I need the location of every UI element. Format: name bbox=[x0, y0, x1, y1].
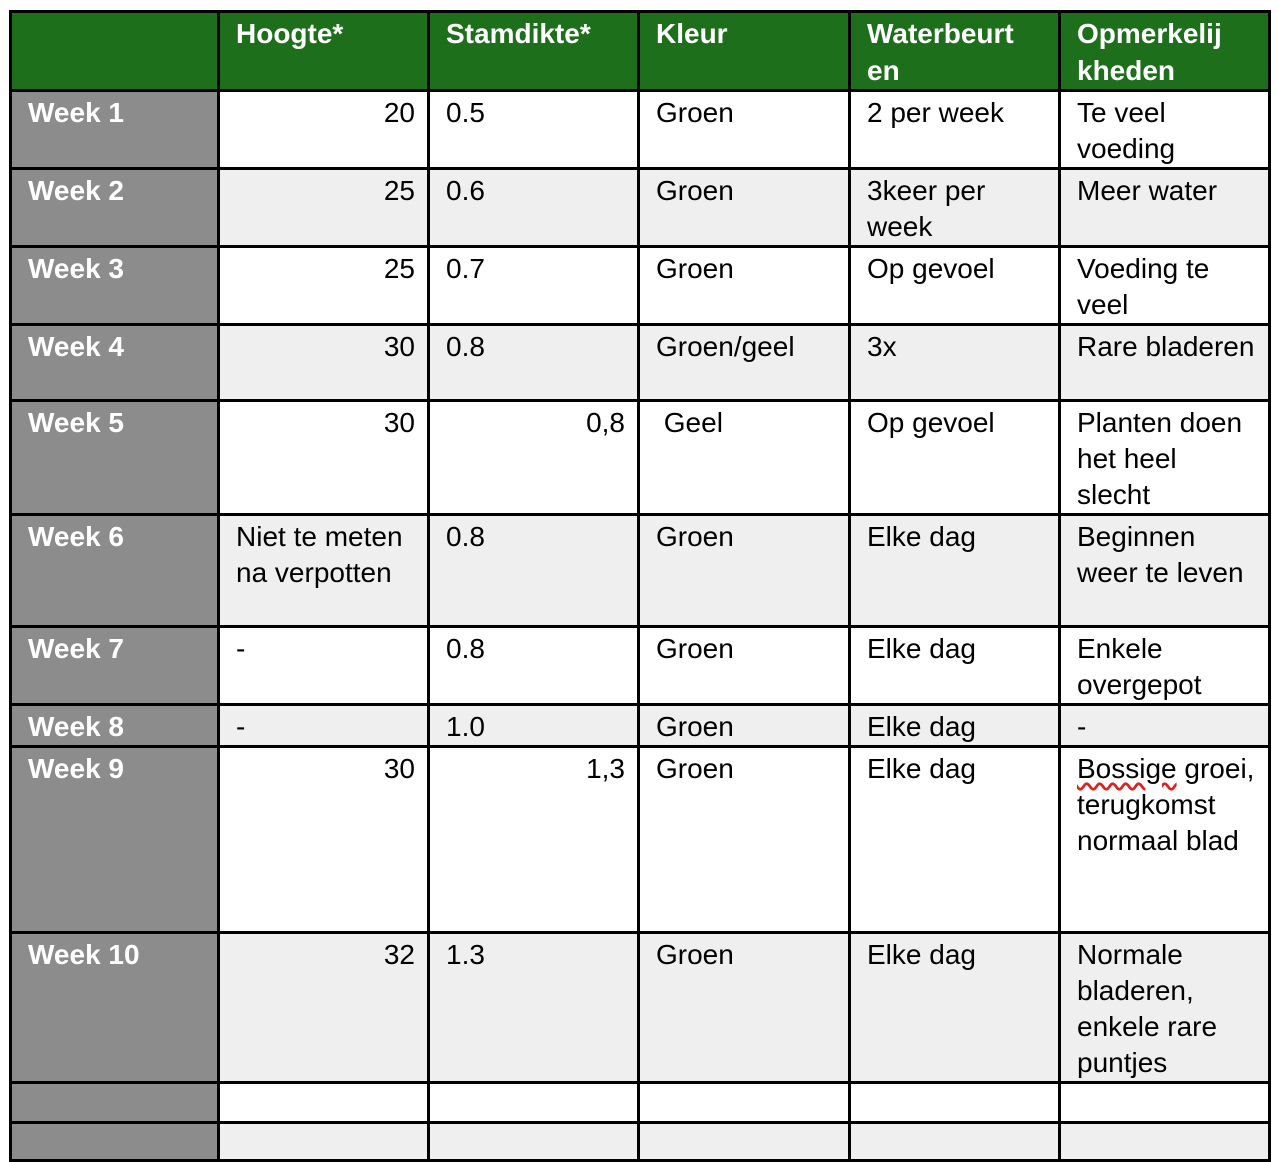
empty-cell bbox=[219, 1083, 429, 1123]
header-cell-kleur: Kleur bbox=[639, 12, 850, 91]
cell-opmerking: Planten doen het heel slecht bbox=[1060, 401, 1270, 515]
cell-opmerking: Meer water bbox=[1060, 169, 1270, 247]
cell-stamdikte: 1,3 bbox=[429, 747, 639, 933]
cell-kleur: Groen bbox=[639, 91, 850, 169]
cell-kleur: Groen bbox=[639, 933, 850, 1083]
header-cell-waterbeurten: Waterbeurt en bbox=[850, 12, 1060, 91]
cell-opmerking: Voeding te veel bbox=[1060, 247, 1270, 325]
row-header: Week 9 bbox=[11, 747, 219, 933]
cell-water: Op gevoel bbox=[850, 247, 1060, 325]
cell-hoogte: - bbox=[219, 705, 429, 747]
cell-hoogte: 25 bbox=[219, 169, 429, 247]
cell-opmerking: Te veel voeding bbox=[1060, 91, 1270, 169]
row-header: Week 1 bbox=[11, 91, 219, 169]
cell-kleur: Groen bbox=[639, 247, 850, 325]
cell-stamdikte: 0.8 bbox=[429, 627, 639, 705]
row-header: Week 2 bbox=[11, 169, 219, 247]
cell-stamdikte: 0.8 bbox=[429, 515, 639, 627]
row-header-empty bbox=[11, 1123, 219, 1161]
document-page bbox=[9, 10, 1271, 1162]
cell-water: 3keer per week bbox=[850, 169, 1060, 247]
cell-water: 2 per week bbox=[850, 91, 1060, 169]
empty-cell bbox=[219, 1123, 429, 1161]
cell-hoogte: Niet te meten na verpotten bbox=[219, 515, 429, 627]
empty-cell bbox=[429, 1083, 639, 1123]
table-row bbox=[11, 91, 1270, 169]
row-header: Week 6 bbox=[11, 515, 219, 627]
row-header-empty bbox=[11, 1083, 219, 1123]
empty-cell bbox=[1060, 1083, 1270, 1123]
row-header: Week 3 bbox=[11, 247, 219, 325]
table-row bbox=[11, 247, 1270, 325]
cell-stamdikte: 1.0 bbox=[429, 705, 639, 747]
table-row bbox=[11, 627, 1270, 705]
header-cell-stamdikte: Stamdikte* bbox=[429, 12, 639, 91]
cell-water: Op gevoel bbox=[850, 401, 1060, 515]
row-header: Week 10 bbox=[11, 933, 219, 1083]
empty-cell bbox=[639, 1123, 850, 1161]
cell-kleur: Groen/geel bbox=[639, 325, 850, 401]
empty-cell bbox=[639, 1083, 850, 1123]
cell-water: Elke dag bbox=[850, 515, 1060, 627]
spellcheck-underlined-word: Bossige bbox=[1077, 753, 1177, 784]
cell-opmerking-text: groei, terugkomst normaal blad bbox=[1077, 753, 1255, 856]
cell-opmerking: - bbox=[1060, 705, 1270, 747]
empty-row bbox=[11, 1083, 1270, 1123]
cell-hoogte: 30 bbox=[219, 401, 429, 515]
cell-stamdikte: 0,8 bbox=[429, 401, 639, 515]
empty-cell bbox=[850, 1083, 1060, 1123]
cell-hoogte: 20 bbox=[219, 91, 429, 169]
cell-water: Elke dag bbox=[850, 747, 1060, 933]
cell-hoogte: 30 bbox=[219, 325, 429, 401]
cell-kleur: Groen bbox=[639, 169, 850, 247]
cell-stamdikte: 0.8 bbox=[429, 325, 639, 401]
empty-cell bbox=[1060, 1123, 1270, 1161]
cell-kleur: Groen bbox=[639, 705, 850, 747]
cell-water: 3x bbox=[850, 325, 1060, 401]
table-row bbox=[11, 169, 1270, 247]
cell-opmerking: Normale bladeren, enkele rare puntjes bbox=[1060, 933, 1270, 1083]
row-header: Week 5 bbox=[11, 401, 219, 515]
plant-growth-table bbox=[9, 10, 1271, 1162]
cell-hoogte: 25 bbox=[219, 247, 429, 325]
cell-kleur: Groen bbox=[639, 515, 850, 627]
header-cell-empty bbox=[11, 12, 219, 91]
row-header: Week 4 bbox=[11, 325, 219, 401]
cell-opmerking: Enkele overgepot bbox=[1060, 627, 1270, 705]
table-row bbox=[11, 325, 1270, 401]
table-row bbox=[11, 401, 1270, 515]
table-row bbox=[11, 933, 1270, 1083]
cell-kleur: Groen bbox=[639, 627, 850, 705]
cell-hoogte: - bbox=[219, 627, 429, 705]
cell-kleur: Groen bbox=[639, 747, 850, 933]
cell-hoogte: 32 bbox=[219, 933, 429, 1083]
cell-water: Elke dag bbox=[850, 705, 1060, 747]
table-row bbox=[11, 705, 1270, 747]
cell-water: Elke dag bbox=[850, 627, 1060, 705]
cell-stamdikte: 0.7 bbox=[429, 247, 639, 325]
empty-cell bbox=[429, 1123, 639, 1161]
header-cell-hoogte: Hoogte* bbox=[219, 12, 429, 91]
empty-row bbox=[11, 1123, 1270, 1161]
cell-hoogte: 30 bbox=[219, 747, 429, 933]
row-header: Week 8 bbox=[11, 705, 219, 747]
cell-opmerking bbox=[1060, 747, 1270, 933]
cell-water: Elke dag bbox=[850, 933, 1060, 1083]
cell-stamdikte: 0.5 bbox=[429, 91, 639, 169]
empty-cell bbox=[850, 1123, 1060, 1161]
table-row bbox=[11, 747, 1270, 933]
cell-kleur: Geel bbox=[639, 401, 850, 515]
row-header: Week 7 bbox=[11, 627, 219, 705]
cell-opmerking: Beginnen weer te leven bbox=[1060, 515, 1270, 627]
cell-stamdikte: 1.3 bbox=[429, 933, 639, 1083]
cell-opmerking: Rare bladeren bbox=[1060, 325, 1270, 401]
table-row bbox=[11, 515, 1270, 627]
header-row bbox=[11, 12, 1270, 91]
cell-stamdikte: 0.6 bbox=[429, 169, 639, 247]
header-cell-opmerkelijkheden: Opmerkelij kheden bbox=[1060, 12, 1270, 91]
